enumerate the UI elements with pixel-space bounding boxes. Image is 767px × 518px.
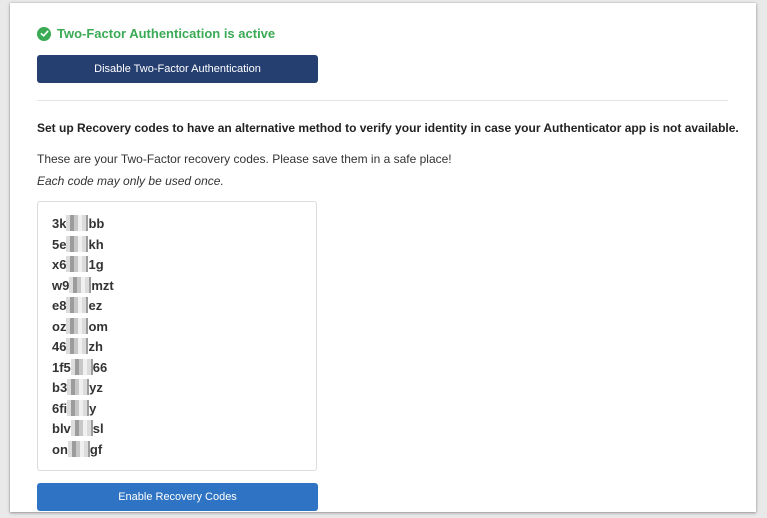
recovery-code-prefix: oz [52,318,67,334]
recovery-code-suffix: 1g [88,257,104,272]
redacted-mask [66,297,88,313]
recovery-code-prefix: 5e [52,236,67,252]
redacted-mask [66,256,88,272]
recovery-codes-info: These are your Two-Factor recovery codes. Please save them in a safe place! [37,152,452,166]
recovery-code [52,358,316,379]
redacted-mask [71,359,93,375]
recovery-code-prefix: on [52,441,68,457]
recovery-code-suffix: om [88,318,108,334]
redacted-mask [66,215,88,231]
redacted-mask [66,338,88,354]
recovery-codes-note: Each code may only be used once. [37,174,224,188]
recovery-code-suffix: gf [89,441,103,457]
recovery-code-prefix: x6 [52,257,67,272]
check-circle-icon [37,27,51,41]
two-factor-status-text: Two-Factor Authentication is active [57,26,276,41]
enable-recovery-codes-button[interactable]: Enable Recovery Codes [37,483,318,511]
redacted-mask [68,441,90,457]
recovery-code-prefix: w9 [52,277,70,293]
redacted-mask [69,277,91,293]
recovery-code [52,235,316,256]
recovery-code-suffix: y [89,400,97,416]
recovery-code-suffix: ez [88,298,103,313]
recovery-code-suffix: sl [92,421,104,436]
recovery-code [52,255,316,276]
recovery-code-prefix: e8 [52,298,67,313]
redacted-mask [71,420,93,436]
recovery-code-suffix: zh [88,339,103,354]
recovery-code [52,337,316,358]
recovery-code [52,317,316,338]
redacted-mask [66,236,88,252]
disable-two-factor-button[interactable]: Disable Two-Factor Authentication [37,55,318,83]
recovery-code [52,214,316,235]
recovery-code-suffix: kh [88,236,104,252]
recovery-code-prefix: 1f5 [52,359,71,375]
recovery-code-suffix: bb [88,216,105,231]
recovery-code-prefix: 46 [52,339,67,354]
recovery-code [52,419,316,440]
section-divider [37,100,728,101]
recovery-code [52,296,316,317]
recovery-code-suffix: yz [89,380,103,395]
recovery-code-prefix: 6fi [52,400,68,416]
redacted-mask [66,318,88,334]
redacted-mask [67,379,89,395]
recovery-code-prefix: b3 [52,380,68,395]
recovery-code-suffix: mzt [91,277,114,293]
recovery-code-suffix: 66 [92,359,108,375]
recovery-codes-box [37,201,317,471]
recovery-codes-heading: Set up Recovery codes to have an alternative method to verify your identity in case your Authenticator app is not available. [37,121,739,135]
recovery-code [52,440,316,461]
recovery-code [52,399,316,420]
recovery-code [52,276,316,297]
redacted-mask [67,400,89,416]
two-factor-status [37,26,275,41]
recovery-codes-list [38,202,316,460]
recovery-code-prefix: blv [52,421,71,436]
recovery-code [52,378,316,399]
settings-panel [10,3,756,512]
recovery-code-prefix: 3k [52,216,67,231]
